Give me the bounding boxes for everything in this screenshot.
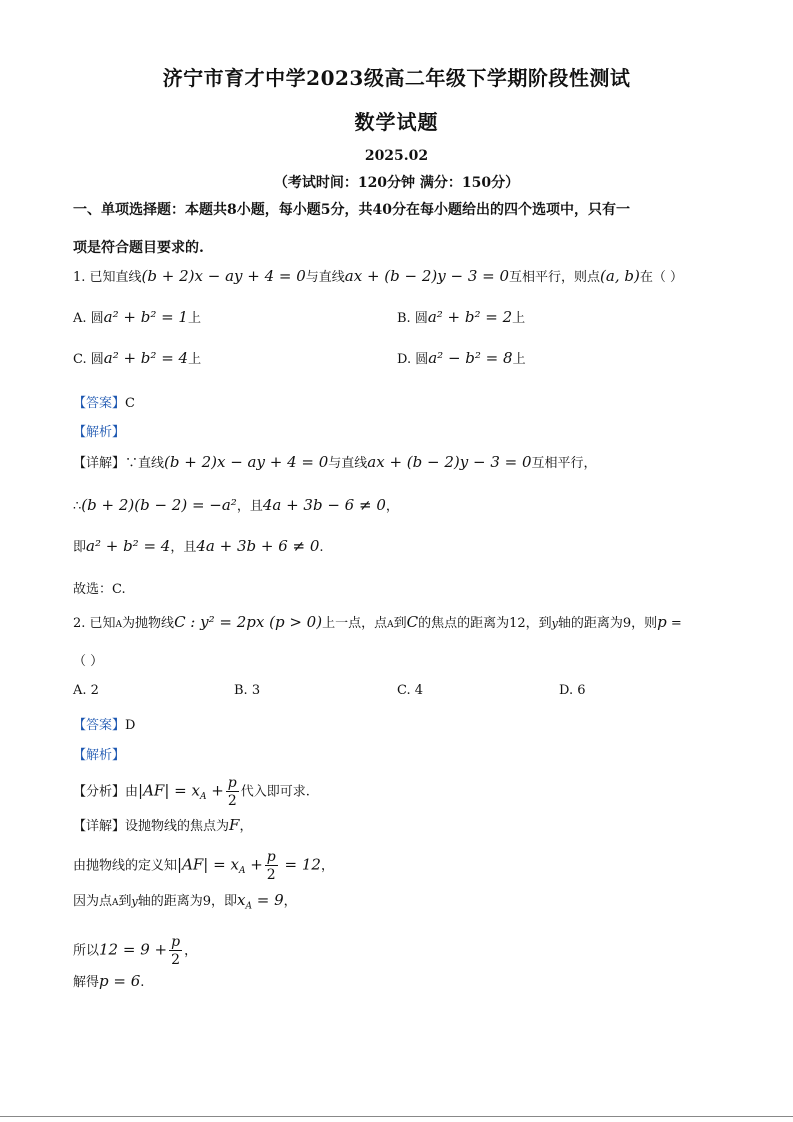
detail-expr: F bbox=[229, 816, 240, 834]
q2-fenxi bbox=[73, 776, 310, 808]
exam-info: （考试时间：120分钟 满分：150分） bbox=[273, 175, 520, 191]
detail-text: 到 bbox=[118, 894, 132, 909]
q2-axis-y: y bbox=[131, 895, 138, 908]
fenxi-sub: A bbox=[199, 792, 207, 803]
option-expr: a² + b² = 1 bbox=[103, 308, 188, 326]
detail-text: 因为点 bbox=[73, 894, 113, 909]
option-label: D. 圆 bbox=[397, 352, 429, 367]
q2-point-a: A bbox=[112, 898, 119, 908]
detail-expr: 12 = 9 + bbox=[99, 940, 168, 959]
section-heading-line1: 一、单项选择题：本题共8小题，每小题5分，共40分在每小题给出的四个选项中，只有一 bbox=[73, 202, 630, 218]
q1-line2-equation: ax + (b − 2)y − 3 = 0 bbox=[344, 267, 510, 285]
q2-text: 的焦点的距离为12，到 bbox=[418, 616, 552, 631]
detail-text: . bbox=[140, 975, 145, 990]
q2-point-a: A bbox=[115, 620, 123, 630]
q2-text: 上一点，点 bbox=[322, 616, 388, 631]
q2-p: p bbox=[657, 613, 667, 631]
q1-option-c[interactable] bbox=[73, 348, 201, 367]
frac-den: 2 bbox=[266, 867, 276, 883]
option-expr: a² − b² = 8 bbox=[428, 349, 513, 367]
detail-text: ， bbox=[283, 894, 297, 909]
q2-point-a: A bbox=[387, 620, 394, 630]
detail-expr: 4a + 3b + 6 ≠ 0 bbox=[196, 537, 320, 555]
q2-prefix: 2. 已知 bbox=[73, 616, 116, 631]
answer-value: D bbox=[125, 718, 136, 733]
q2-curve-equation: C : y² = 2px (p > 0) bbox=[174, 613, 323, 631]
analysis-tag: 【解析】 bbox=[73, 425, 126, 440]
frac-den: 2 bbox=[171, 952, 181, 968]
q2-detail-line2 bbox=[73, 850, 334, 882]
fenxi-tag: 【分析】 bbox=[73, 784, 126, 800]
q2-detail-line5 bbox=[73, 971, 144, 990]
q2-text: = bbox=[666, 616, 682, 631]
q2-answer bbox=[73, 714, 135, 733]
option-expr: a² + b² = 4 bbox=[103, 349, 189, 367]
frac-den: 2 bbox=[227, 793, 237, 809]
detail-text: 即 bbox=[73, 540, 87, 555]
fenxi-plus: + bbox=[206, 781, 224, 800]
q1-conclusion: 故选：C. bbox=[73, 582, 126, 597]
detail-text: ， bbox=[239, 819, 253, 834]
detail-text: 轴的距离为9，即 bbox=[137, 894, 238, 909]
q2-axis-y: y bbox=[551, 617, 558, 630]
detail-expr: (b + 2)(b − 2) = −a² bbox=[81, 496, 237, 514]
detail-eq: = 9 bbox=[252, 891, 284, 909]
answer-tag: 【答案】 bbox=[73, 396, 126, 411]
detail-text: 所以 bbox=[73, 943, 100, 959]
detail-text: . bbox=[319, 540, 324, 555]
page-title: 济宁市育才中学2023级高二年级下学期阶段性测试 bbox=[162, 66, 631, 90]
q1-option-b[interactable] bbox=[397, 307, 525, 326]
q2-text: 轴的距离为9，则 bbox=[557, 616, 658, 631]
q1-prefix: 1. 已知直线 bbox=[73, 270, 142, 285]
option-expr: a² + b² = 2 bbox=[427, 308, 513, 326]
detail-expr: x bbox=[237, 891, 246, 909]
detail-text: 解得 bbox=[73, 975, 100, 990]
detail-text: 与直线 bbox=[328, 456, 368, 471]
section-heading-line2: 项是符合题目要求的. bbox=[73, 240, 204, 256]
q1-answer bbox=[73, 392, 135, 411]
fenxi-text: 由 bbox=[125, 784, 139, 800]
q1-analysis-tag bbox=[73, 421, 125, 440]
detail-tag: 【详解】 bbox=[73, 456, 126, 471]
detail-eq: = 12 bbox=[279, 855, 321, 874]
answer-value: C bbox=[125, 396, 135, 411]
option-tail: 上 bbox=[512, 311, 526, 326]
option-tail: 上 bbox=[512, 352, 526, 367]
analysis-tag: 【解析】 bbox=[73, 748, 126, 763]
detail-text: ∵直线 bbox=[125, 456, 165, 471]
option-tail: 上 bbox=[187, 311, 201, 326]
option-label: A. 圆 bbox=[73, 311, 104, 326]
detail-expr: (b + 2)x − ay + 4 = 0 bbox=[164, 453, 329, 471]
option-label: B. 圆 bbox=[397, 311, 428, 326]
q1-mid2-text: 互相平行，则点 bbox=[509, 270, 601, 285]
detail-expr: |AF| = x bbox=[177, 855, 239, 874]
q2-option-b[interactable]: B. 3 bbox=[234, 683, 261, 698]
fenxi-text: 代入即可求. bbox=[240, 784, 310, 800]
q2-curve-c: C bbox=[406, 613, 419, 631]
detail-expr: 4a + 3b − 6 ≠ 0 bbox=[262, 496, 386, 514]
q1-point: (a, b) bbox=[600, 267, 640, 285]
frac-num: p bbox=[227, 775, 237, 791]
detail-expr: ax + (b − 2)y − 3 = 0 bbox=[367, 453, 532, 471]
q2-option-d[interactable]: D. 6 bbox=[559, 683, 586, 698]
q2-detail-line1 bbox=[73, 815, 252, 834]
question-2-stem bbox=[73, 612, 682, 631]
q2-text: 到 bbox=[393, 616, 407, 631]
q2-option-c[interactable]: C. 4 bbox=[397, 683, 424, 698]
detail-plus: + bbox=[245, 855, 263, 874]
fraction-p-over-2 bbox=[169, 935, 182, 967]
frac-num: p bbox=[171, 934, 181, 950]
detail-tag: 【详解】 bbox=[73, 819, 126, 834]
detail-text: ， bbox=[184, 943, 198, 959]
question-1-stem bbox=[73, 266, 683, 285]
detail-text: 由抛物线的定义知 bbox=[73, 858, 178, 874]
q1-detail-line1 bbox=[73, 452, 597, 471]
detail-sub: A bbox=[245, 901, 252, 912]
detail-text: ，且 bbox=[170, 540, 197, 555]
page-subtitle: 数学试题 bbox=[354, 110, 439, 134]
detail-text: ， bbox=[385, 499, 399, 514]
option-tail: 上 bbox=[188, 352, 202, 367]
fraction-p-over-2 bbox=[265, 850, 278, 882]
page-bottom-divider bbox=[0, 1116, 793, 1117]
detail-expr: p = 6 bbox=[99, 972, 141, 990]
exam-date: 2025.02 bbox=[364, 148, 429, 164]
q1-detail-line3 bbox=[73, 536, 324, 555]
answer-tag: 【答案】 bbox=[73, 718, 126, 733]
q1-line1-equation: (b + 2)x − ay + 4 = 0 bbox=[141, 267, 306, 285]
fraction-p-over-2 bbox=[226, 776, 239, 808]
q1-suffix: 在（ ） bbox=[639, 270, 683, 285]
q2-bracket: （ ） bbox=[73, 654, 104, 669]
detail-text: ，且 bbox=[236, 499, 263, 514]
q1-mid-text: 与直线 bbox=[305, 270, 345, 285]
frac-num: p bbox=[266, 849, 276, 865]
q2-option-a[interactable]: A. 2 bbox=[73, 683, 99, 698]
detail-text: 设抛物线的焦点为 bbox=[125, 819, 230, 834]
detail-expr: a² + b² = 4 bbox=[86, 537, 171, 555]
q1-option-d[interactable] bbox=[397, 348, 526, 367]
detail-sub: A bbox=[238, 866, 246, 877]
detail-text: ， bbox=[320, 858, 334, 874]
q2-detail-line3 bbox=[73, 890, 297, 912]
fenxi-expr: |AF| = x bbox=[138, 781, 200, 800]
detail-text: ∴ bbox=[73, 499, 82, 514]
q1-option-a[interactable] bbox=[73, 307, 201, 326]
q2-detail-line4 bbox=[73, 935, 197, 967]
option-label: C. 圆 bbox=[73, 352, 104, 367]
q2-analysis-tag bbox=[73, 744, 125, 763]
q1-detail-line2 bbox=[73, 495, 399, 514]
q2-text: 为抛物线 bbox=[122, 616, 175, 631]
detail-text: 互相平行， bbox=[531, 456, 597, 471]
